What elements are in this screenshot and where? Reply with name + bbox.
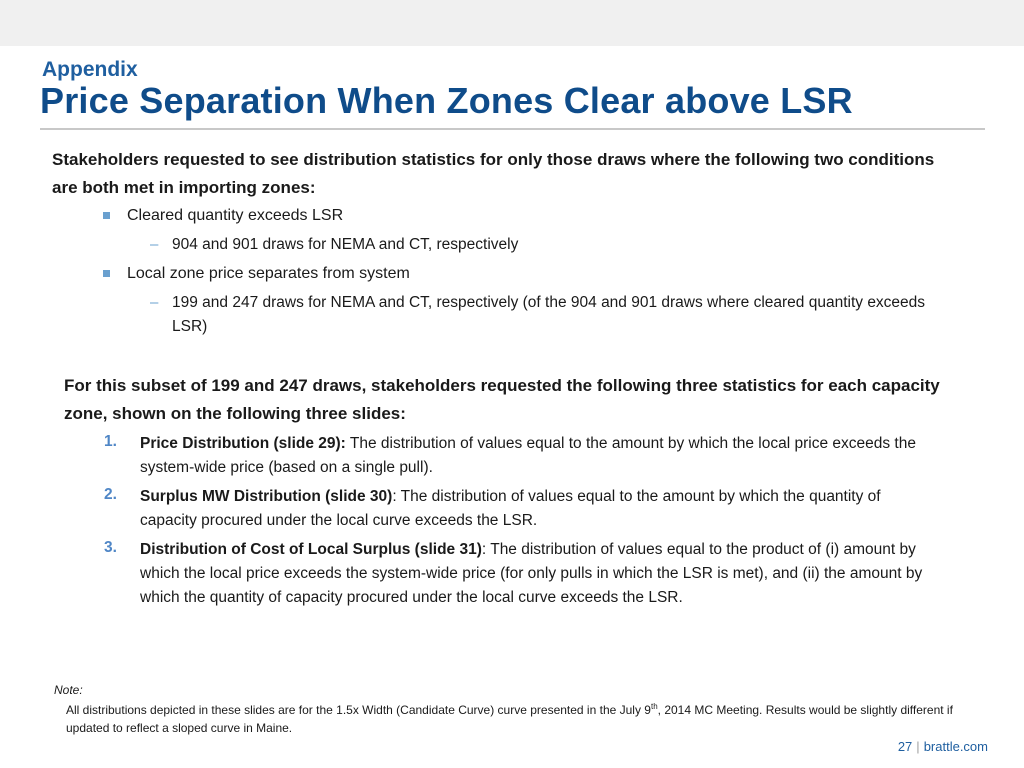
statistic-description: The distribution of values equal to the amount by which the local price exceeds the system-wide price (based on a single pull). <box>140 435 916 476</box>
dash-bullet-icon: – <box>150 294 159 311</box>
title-divider <box>40 128 985 130</box>
top-bar <box>0 0 1024 46</box>
note-label: Note: <box>54 683 83 697</box>
list-number: 3. <box>104 539 117 556</box>
statistic-description: : The distribution of values equal to the amount by which the quantity of capacity procured under the local curve exceeds the LSR. <box>140 488 881 529</box>
subset-paragraph: For this subset of 199 and 247 draws, stakeholders requested the following three statistics for each capacity zone, shown on the following three slides: <box>64 376 940 423</box>
statistic-label: Price Distribution (slide 29): <box>140 435 346 452</box>
slide-subtitle: Appendix <box>42 58 138 81</box>
note-text-part: All distributions depicted in these slides are for the 1.5x Width (Candidate Curve) curve presented in the July 9 <box>66 703 651 717</box>
condition-1-label: Cleared quantity exceeds LSR <box>127 207 344 224</box>
list-number: 2. <box>104 486 117 503</box>
statistic-label: Surplus MW Distribution (slide 30) <box>140 488 393 505</box>
note-text <box>66 698 996 737</box>
footer <box>898 739 988 754</box>
square-bullet-icon <box>103 270 110 277</box>
statistic-description: : The distribution of values equal to the product of (i) amount by which the local price exceeds the system-wide price (for only pulls in which the LSR is met), and (ii) the amount by which the quantity of capacity procured under the local curve exceeds the LSR. <box>140 541 923 606</box>
statistic-item <box>140 485 940 533</box>
slide-title: Price Separation When Zones Clear above LSR <box>40 80 853 121</box>
brand-link[interactable]: brattle.com <box>923 739 988 754</box>
statistic-item <box>140 538 940 610</box>
page-number: 27 <box>897 739 913 754</box>
square-bullet-icon <box>103 212 110 219</box>
list-number: 1. <box>104 433 117 450</box>
note-superscript: th <box>650 702 658 711</box>
condition-2-detail: 199 and 247 draws for NEMA and CT, respectively (of the 904 and 901 draws where cleared quantity exceeds LSR) <box>172 294 926 335</box>
condition-2-label: Local zone price separates from system <box>127 265 410 282</box>
statistic-item <box>140 432 940 480</box>
note-text-part: , 2014 MC Meeting. Results would be slightly different if updated to reflect a sloped curve in Maine. <box>66 703 953 735</box>
dash-bullet-icon: – <box>150 236 159 253</box>
statistic-label: Distribution of Cost of Local Surplus (slide 31) <box>140 541 482 558</box>
intro-paragraph: Stakeholders requested to see distribution statistics for only those draws where the following two conditions are both met in importing zones: <box>52 150 935 197</box>
condition-1-detail: 904 and 901 draws for NEMA and CT, respectively <box>172 236 519 253</box>
footer-separator: | <box>916 739 920 754</box>
